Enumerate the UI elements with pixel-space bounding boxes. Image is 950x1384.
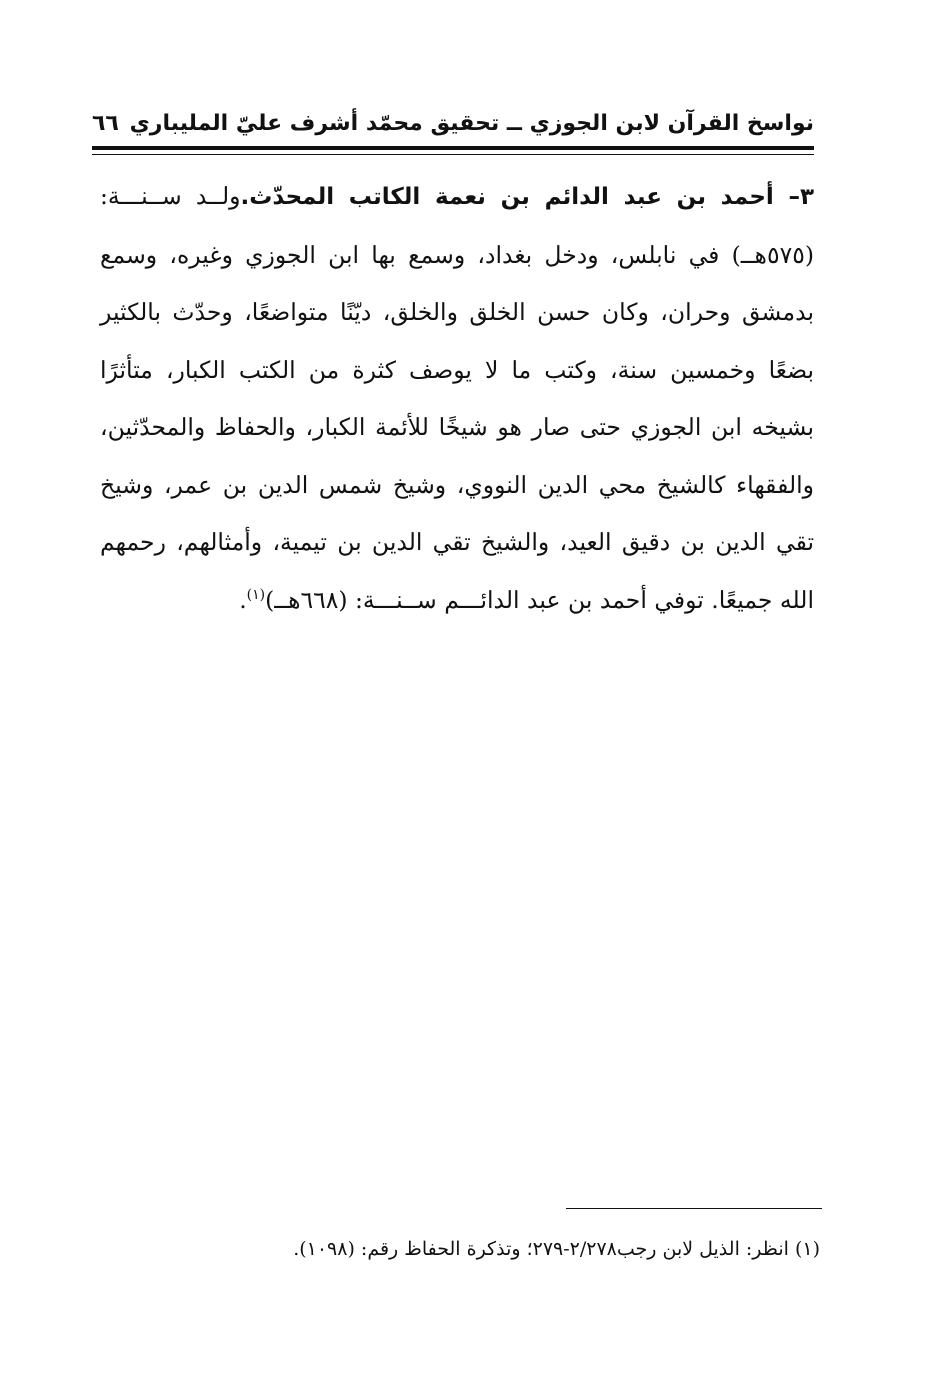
footnote-separator [566, 1208, 822, 1209]
header-rule-thin [92, 154, 814, 155]
footnote-number: (١) [794, 1238, 820, 1260]
header-rule-thick [92, 146, 814, 150]
paragraph-text: ولــد ســنـــة: (٥٧٥هــ) في نابلس، ودخل بغداد، وسمع بها ابن الجوزي وغيره، وسمع بدمشق وحران، وكان حسن الخلق والخلق، ديّنًا متواضعًا، وحدّث بالكثير بضعًا وخمسين سنة، وكتب ما لا يوصف كثرة من الكتب الكبار، متأثرًا بشيخه ابن الجوزي حتى صار هو شيخًا للأئمة الكبار، والحفاظ والمحدّثين، والفقهاء كالشيخ محي الدين النووي، وشيخ شمس الدين بن عمر، وشيخ تقي الدين بن دقيق العيد، والشيخ تقي الدين بن تيمية، وأمثالهم، رحمهم الله جميعًا. توفي أحمد بن عبد الدائـــم ســنـــة: (٦٦٨هــ) [100, 182, 814, 614]
footnote-text: انظر: الذيل لابن رجب٢/٢٧٨-٢٧٩؛ وتذكرة الحفاظ رقم: (١٠٩٨). [293, 1238, 789, 1260]
end-punctuation: . [239, 585, 247, 614]
entry-heading: ٣– أحمد بن عبد الدائم بن نعمة الكاتب المحدّث. [240, 184, 815, 210]
footnote [180, 1234, 820, 1264]
header-title: نواسخ القرآن لابن الجوزي ــ تحقيق محمّد أشرف عليّ المليباري [129, 111, 814, 136]
biography-paragraph [100, 168, 814, 629]
footnote-reference[interactable]: (١) [246, 586, 266, 603]
main-text [100, 168, 814, 629]
page-number: ٦٦ [92, 111, 119, 136]
running-header [92, 104, 814, 144]
